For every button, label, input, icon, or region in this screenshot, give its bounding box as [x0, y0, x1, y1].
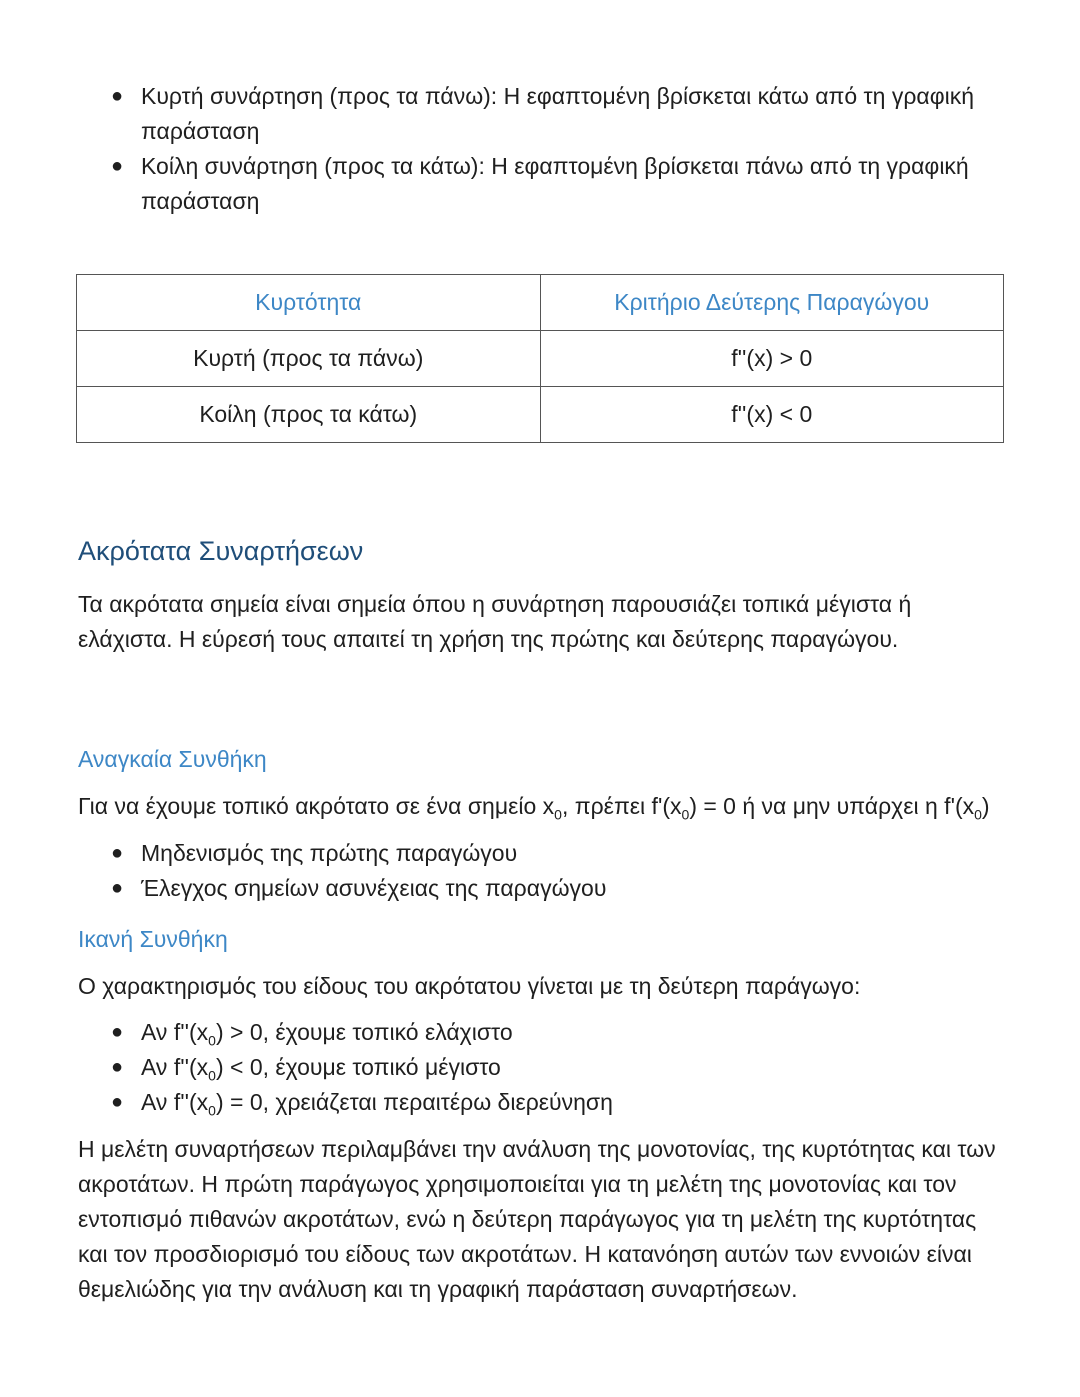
- bullet-icon: ●: [111, 1056, 124, 1078]
- table-row: [77, 387, 1004, 443]
- table-header-row: [77, 275, 1004, 331]
- table-header-cell: Κυρτότητα: [77, 275, 541, 331]
- bullet-icon: ●: [111, 1021, 124, 1043]
- subscript: 0: [208, 1102, 216, 1119]
- list-item: [0, 1050, 1001, 1085]
- bullet-text: [141, 1019, 513, 1049]
- bullet-icon: ●: [111, 877, 124, 899]
- section-intro-paragraph: Τα ακρότατα σημεία είναι σημεία όπου η συνάρτηση παρουσιάζει τοπικά μέγιστα ή ελάχιστα. Η εύρεσή τους απαιτεί τη χρήση της πρώτης και δεύτερης παραγώγου.: [78, 591, 912, 652]
- bullet-icon: ●: [111, 155, 124, 177]
- section-heading: Ακρότατα Συναρτήσεων: [78, 536, 364, 566]
- list-item: [0, 1085, 1001, 1120]
- sufficient-condition-heading: Ικανή Συνθήκη: [78, 926, 228, 952]
- necessary-bullet-list: [0, 836, 1001, 906]
- subscript: 0: [208, 1032, 216, 1049]
- text-segment: ) > 0, έχουμε τοπικό ελάχιστο: [215, 1019, 513, 1045]
- convexity-bullet-list: [0, 79, 1001, 219]
- text-segment: Αν f''(x: [141, 1019, 209, 1045]
- bullet-text: [141, 1089, 613, 1119]
- text-segment: ) = 0 ή να μην υπάρχει η f'(x: [689, 793, 975, 819]
- subscript: 0: [681, 806, 690, 823]
- table-row: [77, 331, 1004, 387]
- text-segment: ) < 0, έχουμε τοπικό μέγιστο: [215, 1054, 501, 1080]
- list-item: [0, 149, 1001, 219]
- bullet-text: Μηδενισμός της πρώτης παραγώγου: [141, 840, 518, 866]
- list-item: [0, 836, 1001, 871]
- sufficient-condition-paragraph: Ο χαρακτηρισμός του είδους του ακρότατου γίνεται με τη δεύτερη παράγωγο:: [78, 973, 861, 999]
- bullet-icon: ●: [111, 85, 124, 107]
- bullet-icon: ●: [111, 1091, 124, 1113]
- list-item: [0, 79, 1001, 149]
- text-segment: Αν f''(x: [141, 1054, 209, 1080]
- table-cell: Κυρτή (προς τα πάνω): [77, 331, 541, 387]
- conclusion-paragraph: Η μελέτη συναρτήσεων περιλαμβάνει την ανάλυση της μονοτονίας, της κυρτότητας και των ακροτάτων. Η πρώτη παράγωγος χρησιμοποιείται για τη μελέτη της μονοτονίας και τον εντοπισμό πιθανών ακροτάτων, ενώ η δεύτερη παράγωγος για τη μελέτη της κυρτότητας και τον προσδιορισμό του είδους των ακροτάτων. Η κατανόηση αυτών των εννοιών είναι θεμελιώδης για την ανάλυση και τη γραφική παράσταση συναρτήσεων.: [78, 1136, 996, 1302]
- text-segment: ) = 0, χρειάζεται περαιτέρω διερεύνηση: [215, 1089, 613, 1115]
- text-segment: , πρέπει f'(x: [561, 793, 682, 819]
- table-header-cell: Κριτήριο Δεύτερης Παραγώγου: [540, 275, 1004, 331]
- list-item: [0, 1015, 1001, 1050]
- bullet-icon: ●: [111, 842, 124, 864]
- convexity-table: [76, 274, 1004, 443]
- necessary-condition-paragraph: [78, 789, 1018, 824]
- subscript: 0: [208, 1067, 216, 1084]
- table-cell: f''(x) < 0: [540, 387, 1004, 443]
- bullet-text: Κοίλη συνάρτηση (προς τα κάτω): Η εφαπτομένη βρίσκεται πάνω από τη γραφική παράσταση: [141, 153, 969, 214]
- list-item: [0, 871, 1001, 906]
- bullet-text: [141, 1054, 501, 1084]
- text-segment: Αν f''(x: [141, 1089, 209, 1115]
- bullet-text: Κυρτή συνάρτηση (προς τα πάνω): Η εφαπτομένη βρίσκεται κάτω από τη γραφική παράσταση: [141, 83, 975, 144]
- bullet-text: Έλεγχος σημείων ασυνέχειας της παραγώγου: [141, 875, 607, 901]
- sufficient-bullet-list: [0, 1015, 1001, 1120]
- necessary-condition-heading: Αναγκαία Συνθήκη: [78, 746, 267, 772]
- subscript: 0: [554, 806, 562, 823]
- table-cell: f''(x) > 0: [540, 331, 1004, 387]
- text-segment: ): [981, 793, 990, 819]
- subscript: 0: [974, 806, 982, 823]
- table-cell: Κοίλη (προς τα κάτω): [77, 387, 541, 443]
- text-segment: Για να έχουμε τοπικό ακρότατο σε ένα σημείο x: [78, 793, 555, 819]
